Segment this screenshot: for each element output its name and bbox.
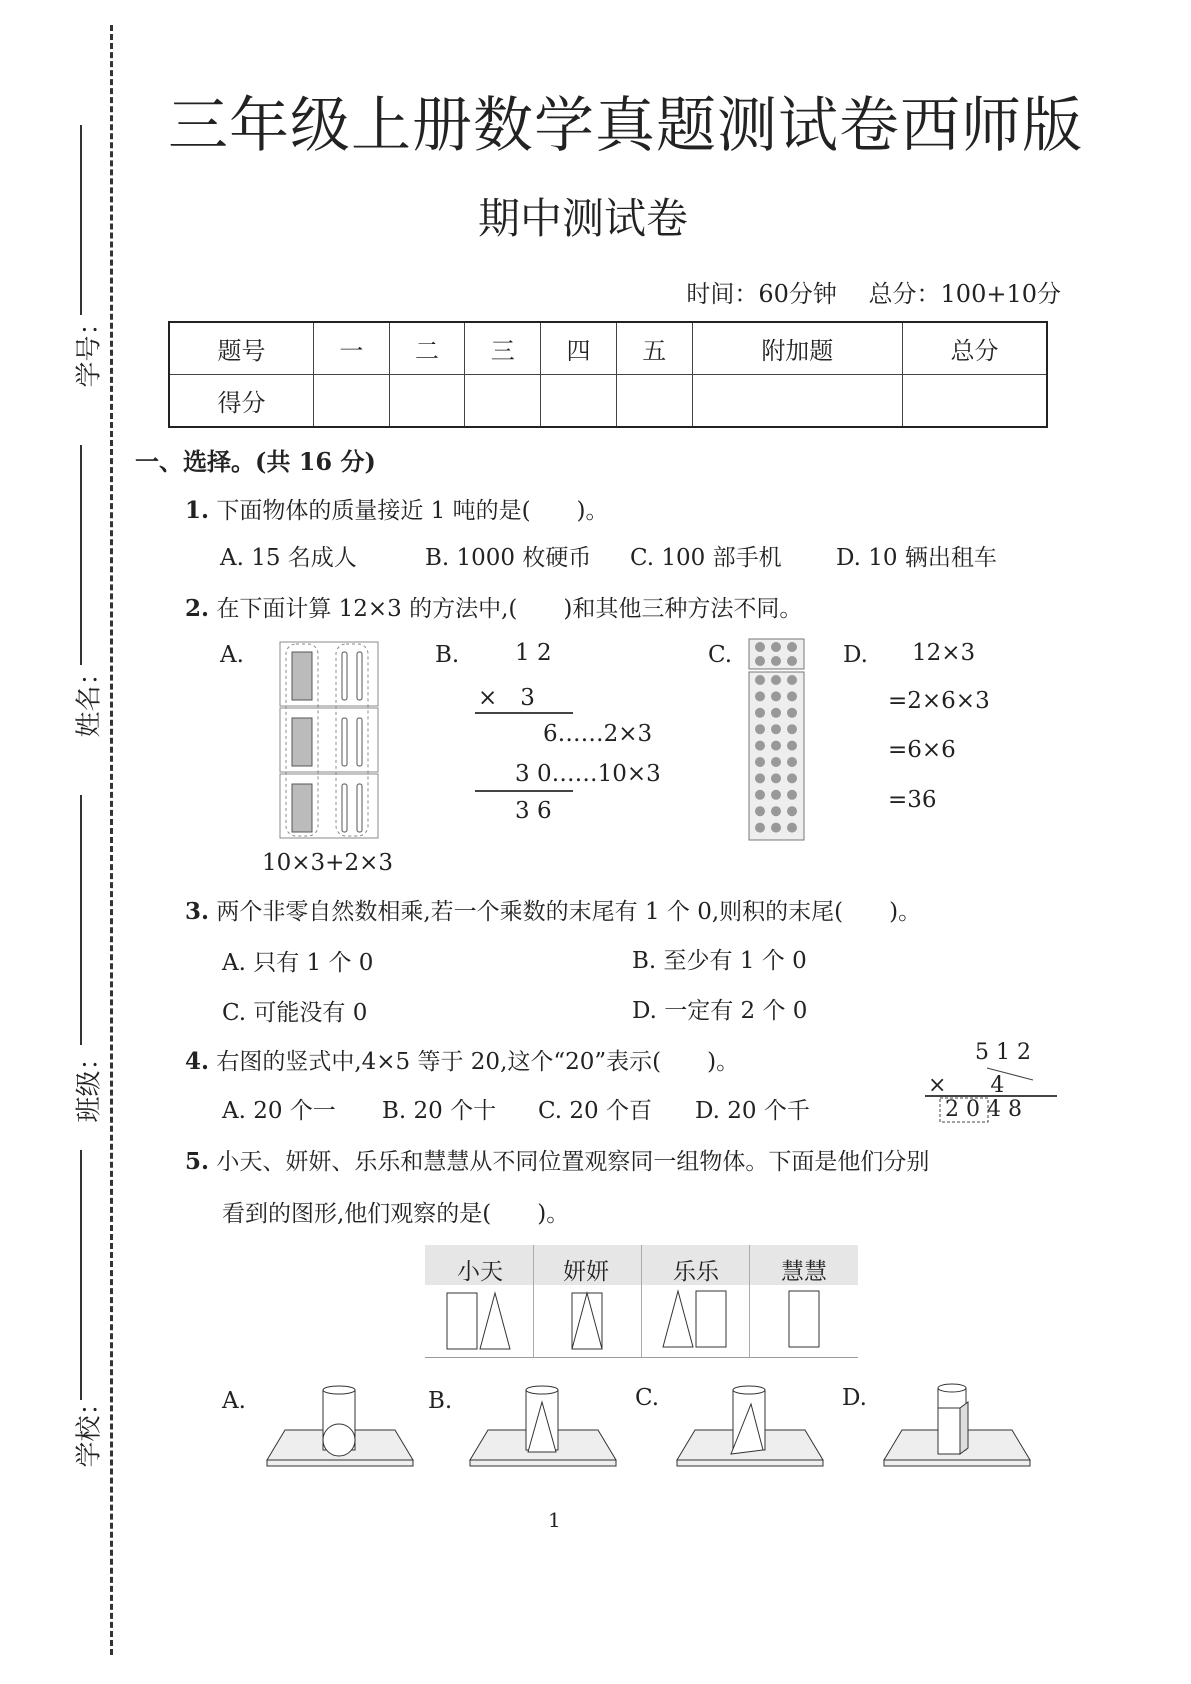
option: C. 100 部手机: [630, 545, 782, 571]
dot-array-figure: [748, 638, 806, 842]
dot: [755, 656, 765, 666]
calc-line: 1 2: [515, 640, 552, 666]
dot: [787, 823, 797, 833]
dot: [771, 656, 781, 666]
cut-line: [110, 25, 113, 1655]
page-subtitle: 期中测试卷: [478, 194, 689, 243]
viewer-label: 慧慧: [781, 1259, 827, 1285]
question-text: 在下面计算 12×3 的方法中,( )和其他三种方法不同。: [216, 596, 803, 622]
option: A.: [220, 642, 244, 668]
page-title: 三年级上册数学真题测试卷西师版: [168, 91, 1083, 161]
dot: [787, 741, 797, 751]
table-cell: 四: [541, 322, 617, 375]
name-label: 姓名：: [74, 659, 105, 738]
calc-line: =2×6×3: [888, 688, 990, 714]
calc-line: 3 6: [515, 798, 552, 824]
table-cell: 一: [313, 322, 389, 375]
calc-rule: [475, 790, 573, 792]
option: D. 20 个千: [695, 1098, 810, 1124]
option: A. 15 名成人: [220, 545, 357, 571]
calc-line: 6……2×3: [543, 721, 653, 747]
sticks-figure: [278, 640, 383, 840]
section-title: 一、选择。(共 16 分): [135, 447, 376, 476]
calc-rule: [475, 712, 573, 714]
option: B. 20 个十: [382, 1098, 497, 1124]
dot: [771, 708, 781, 718]
exam-meta: [686, 274, 1061, 309]
calc-line: × 4: [928, 1073, 1005, 1098]
dot: [787, 773, 797, 783]
calc-line: 3 0……10×3: [515, 761, 661, 787]
option: B.: [428, 1388, 453, 1414]
question-text: 两个非零自然数相乘,若一个乘数的末尾有 1 个 0,则积的末尾( )。: [216, 899, 922, 925]
question-text: 小天、妍妍、乐乐和慧慧从不同位置观察同一组物体。下面是他们分别: [216, 1149, 930, 1175]
dot: [755, 675, 765, 685]
option: B. 1000 枚硬币: [425, 545, 592, 571]
dot: [755, 806, 765, 816]
option: D. 一定有 2 个 0: [632, 998, 808, 1024]
page-number: 1: [548, 1508, 561, 1532]
dot: [771, 806, 781, 816]
question-text: 看到的图形,他们观察的是( )。: [222, 1201, 570, 1227]
dot: [771, 757, 781, 767]
dot: [755, 741, 765, 751]
dot: [771, 675, 781, 685]
dot: [755, 790, 765, 800]
dot: [755, 823, 765, 833]
dot: [771, 741, 781, 751]
viewer-label: 小天: [457, 1259, 503, 1285]
option: D.: [842, 1385, 867, 1411]
calc-line: =36: [888, 787, 937, 813]
score-cell[interactable]: [903, 375, 1048, 428]
option: C. 20 个百: [538, 1098, 652, 1124]
dot: [771, 823, 781, 833]
option: D.: [843, 642, 868, 668]
option: D. 10 辆出租车: [836, 545, 997, 571]
calc-line: 5 1 2: [975, 1040, 1031, 1065]
dot: [755, 642, 765, 652]
dot: [787, 656, 797, 666]
school-label: 学校：: [74, 1389, 105, 1468]
option: B.: [435, 642, 460, 668]
calc-line: 12×3: [912, 640, 976, 666]
table-cell: 题号: [169, 322, 313, 375]
question-number: 3.: [185, 898, 210, 925]
option: A. 20 个一: [222, 1098, 336, 1124]
figure-b: [470, 1386, 616, 1466]
dot: [755, 724, 765, 734]
student-no-line: [80, 125, 82, 315]
option: A.: [222, 1388, 246, 1414]
table-row: [169, 322, 1047, 375]
dot: [787, 708, 797, 718]
view-table: [425, 1245, 858, 1358]
calc-line: × 3: [478, 685, 535, 711]
class-label: 班级：: [74, 1044, 105, 1123]
table-cell: 得分: [169, 375, 313, 428]
calc-result: 2 0 4 8: [945, 1097, 1022, 1122]
figure-a: [267, 1386, 413, 1466]
figure-d: [884, 1384, 1030, 1466]
student-no-label: 学号：: [74, 309, 105, 388]
dot: [787, 691, 797, 701]
object-figures: [265, 1380, 1065, 1475]
total-score: 总分：100+10分: [868, 280, 1061, 308]
viewer-label: 乐乐: [673, 1259, 719, 1285]
option: A. 只有 1 个 0: [222, 950, 374, 976]
score-cell[interactable]: [541, 375, 617, 428]
name-line: [80, 445, 82, 665]
table-cell: 附加题: [692, 322, 902, 375]
viewer-label: 妍妍: [563, 1259, 609, 1285]
score-cell[interactable]: [692, 375, 902, 428]
score-table: [168, 321, 1048, 428]
question-number: 5.: [185, 1148, 210, 1175]
dot: [787, 724, 797, 734]
question-number: 1.: [185, 497, 210, 524]
option: C.: [635, 1385, 660, 1411]
dot: [787, 790, 797, 800]
question-number: 4.: [185, 1048, 210, 1075]
table-cell: 总分: [903, 322, 1048, 375]
dot: [755, 757, 765, 767]
option: B. 至少有 1 个 0: [632, 948, 807, 974]
calc-line: =6×6: [888, 737, 956, 763]
time-limit: 时间：60分钟: [686, 280, 837, 308]
table-cell: 二: [389, 322, 465, 375]
score-cell[interactable]: [616, 375, 692, 428]
dot: [787, 806, 797, 816]
table-cell: 三: [465, 322, 541, 375]
score-cell[interactable]: [465, 375, 541, 428]
school-line: [80, 1150, 82, 1400]
question-text: 下面物体的质量接近 1 吨的是( )。: [216, 498, 609, 524]
dot: [771, 790, 781, 800]
dot: [771, 724, 781, 734]
view-shapes: [425, 1285, 858, 1357]
figure-c: [677, 1386, 823, 1466]
dot: [771, 691, 781, 701]
question-text: 右图的竖式中,4×5 等于 20,这个“20”表示( )。: [216, 1049, 740, 1075]
dot: [755, 708, 765, 718]
dot: [771, 642, 781, 652]
dot: [787, 757, 797, 767]
dot: [755, 773, 765, 783]
figure-caption: 10×3+2×3: [262, 850, 393, 876]
score-cell[interactable]: [313, 375, 389, 428]
dot: [787, 642, 797, 652]
dot: [771, 773, 781, 783]
dot: [755, 691, 765, 701]
table-row: [169, 375, 1047, 428]
option: C.: [708, 642, 733, 668]
question-number: 2.: [185, 595, 210, 622]
dot: [787, 675, 797, 685]
table-cell: 五: [616, 322, 692, 375]
option: C. 可能没有 0: [222, 1000, 368, 1026]
score-cell[interactable]: [389, 375, 465, 428]
class-line: [80, 795, 82, 1045]
